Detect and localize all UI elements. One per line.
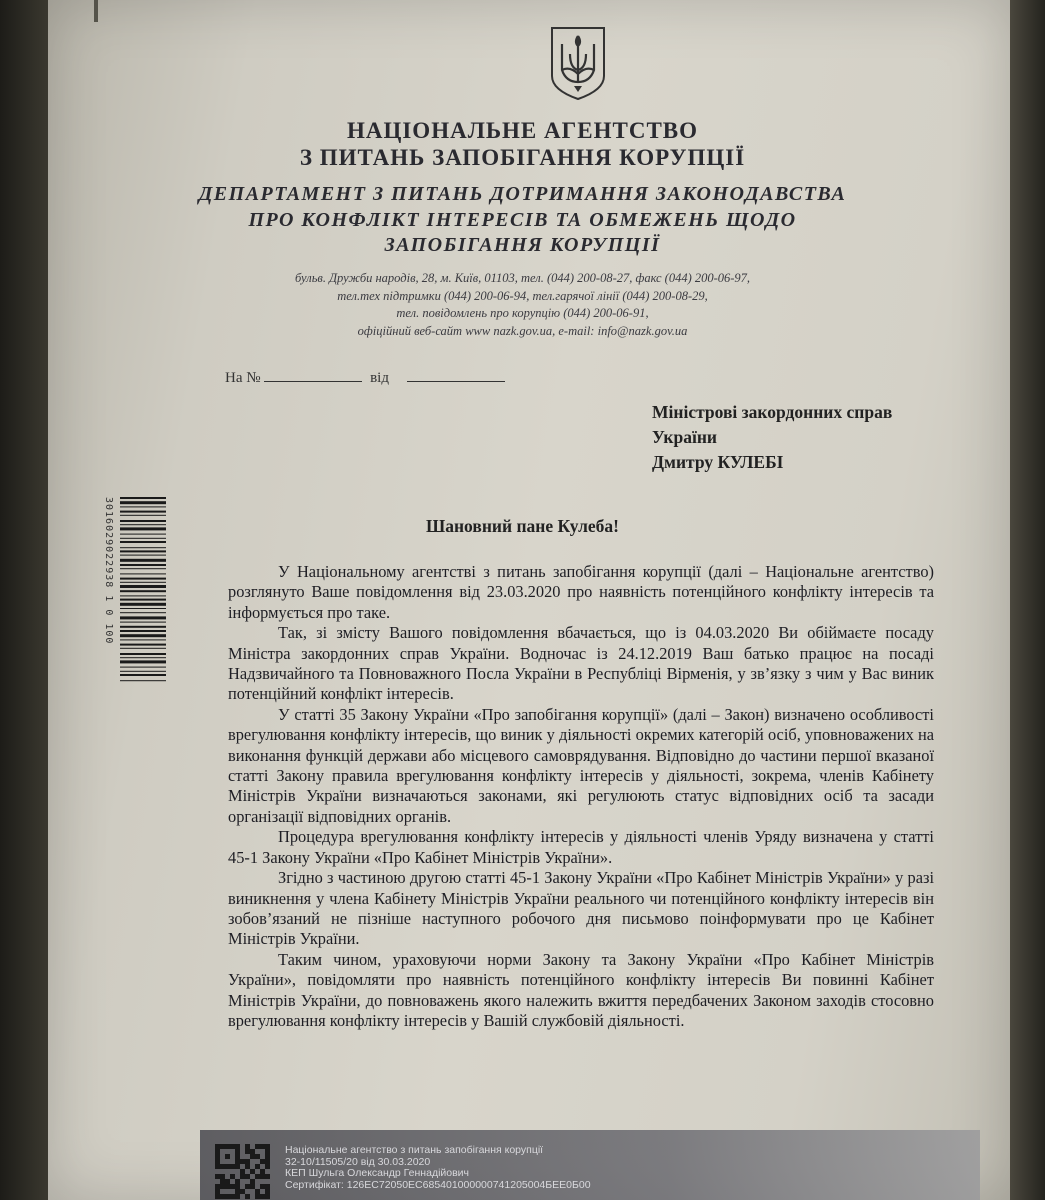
reference-number-blank: [264, 381, 362, 382]
coat-of-arms-icon: [548, 24, 608, 102]
department-line3: ЗАПОБІГАННЯ КОРУПЦІЇ: [384, 234, 661, 256]
background-left: [0, 0, 48, 1200]
stamp-line1: Національне агентство з питань запобігання корупції: [285, 1144, 544, 1156]
addressee-block: [652, 400, 892, 475]
department-line1: ДЕПАРТАМЕНТ З ПИТАНЬ ДОТРИМАННЯ ЗАКОНОДАВСТВА: [198, 183, 847, 205]
addressee-line1: Міністрові закордонних справ: [652, 402, 893, 422]
qr-code-icon: [215, 1143, 270, 1200]
signature-stamp-text: [285, 1145, 591, 1191]
reference-date-blank: [407, 381, 505, 382]
contact-support-phone: тел.тех підтримки (044) 200-06-94, тел.гарячої лінії (044) 200-08-29,: [337, 289, 708, 303]
body-paragraph: Так, зі змісту Вашого повідомлення вбачається, що із 04.03.2020 Ви обіймаєте посаду Міністра закордонних справ України. Водночас із 24.12.2019 Ваш батько працює на посаді Надзвичайного та Повноважного Посла України в Республіці Вірменія, у зв’язку з чим у Вас виник потенційний конфлікт інтересів.: [228, 623, 934, 704]
body-paragraph: У Національному агентстві з питань запобігання корупції (далі – Національне агентство) розглянуто Ваше повідомлення від 23.03.2020 про наявність потенційного конфлікту інтересів та інформується про таке.: [228, 562, 934, 622]
department-line2: ПРО КОНФЛІКТ ІНТЕРЕСІВ ТА ОБМЕЖЕНЬ ЩОДО: [248, 209, 797, 231]
stamp-line2: 32-10/11505/20 від 30.03.2020: [285, 1155, 431, 1168]
reference-line: [225, 370, 505, 387]
stamp-line4: Сертифікат: 126ЕС72050ЕС685401000000741205004БЕЕ0Б00: [285, 1178, 591, 1191]
contact-website: офіційний веб-сайт www nazk.gov.ua, e-mail: info@nazk.gov.ua: [357, 324, 688, 338]
body-paragraph: Таким чином, ураховуючи норми Закону та Закону України «Про Кабінет Міністрів України», повідомляти про наявність потенційного конфлікту інтересів Ви повинні Кабінет Міністрів України, до повноважень якого належить вжиття передбачених Законом заходів стосовно врегулювання конфлікту інтересів у Вашій службовій діяльності.: [228, 949, 934, 1030]
stamp-line3: КЕП Шульга Олександр Геннадійович: [285, 1167, 470, 1179]
body-paragraph: Згідно з частиною другою статті 45-1 Закону України «Про Кабінет Міністрів України» у разі виникнення у члена Кабінету Міністрів України реального чи потенційного конфлікту інтересів він зобов’язаний не пізніше наступного робочого дня письмово поінформувати про це Кабінет Міністрів України.: [228, 868, 934, 949]
body-paragraph: Процедура врегулювання конфлікту інтересів у діяльності членів Уряду визначена у статті 45-1 Закону України «Про Кабінет Міністрів України».: [228, 827, 934, 867]
staple: [94, 0, 98, 22]
letter-body: [228, 562, 934, 1031]
addressee-line2: України: [652, 427, 718, 447]
background-right: [1010, 0, 1045, 1200]
agency-name-line1: НАЦІОНАЛЬНЕ АГЕНТСТВО: [346, 118, 699, 143]
contact-report-phone: тел. повідомлень про корупцію (044) 200-06-91,: [396, 306, 649, 320]
body-paragraph: У статті 35 Закону України «Про запобігання корупції» (далі – Закон) визначено особливості врегулювання конфлікту інтересів, що виник у діяльності окремих категорій осіб, уповноважених на виконання функцій держави або місцевого самоврядування. Відповідно до частини першої вказаної статті Закону правила врегулювання конфлікту інтересів у діяльності, зокрема, членів Кабінету Міністрів України визначаються законами, які регулюють статус відповідних осіб та засади організації відповідних органів.: [228, 704, 934, 826]
agency-name-line2: З ПИТАНЬ ЗАПОБІГАННЯ КОРУПЦІЇ: [299, 145, 746, 170]
barcode-number: 3016029022938 1 0 100: [103, 497, 114, 645]
salutation: Шановний пане Кулеба!: [426, 516, 619, 536]
addressee-line3: Дмитру КУЛЕБІ: [652, 452, 784, 472]
contact-address: бульв. Дружби народів, 28, м. Київ, 01103, тел. (044) 200-08-27, факс (044) 200-06-97,: [294, 271, 751, 285]
reference-number-label: На №: [225, 370, 261, 386]
barcode-icon: [120, 497, 166, 682]
reference-date-label: від: [370, 370, 389, 386]
